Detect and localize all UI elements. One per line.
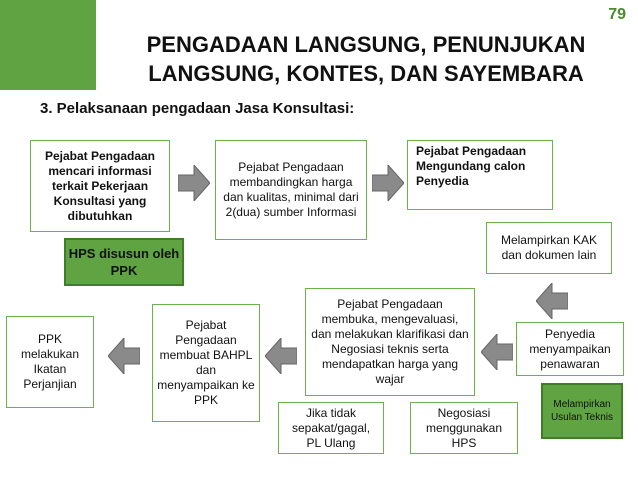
slide-title: [96, 30, 636, 88]
title-line-2: LANGSUNG, KONTES, DAN SAYEMBARA: [148, 61, 584, 86]
step-evaluate: [305, 288, 475, 396]
step-bahpl: [152, 304, 260, 422]
section-subtitle: 3. Pelaksanaan pengadaan Jasa Konsultasi:: [40, 100, 355, 117]
fail-note: [278, 402, 384, 454]
hps-note-text: HPS disusun oleh PPK: [68, 246, 180, 278]
step-compare-price-text: Pejabat Pengadaan membandingkan harga dan kualitas, minimal dari 2(dua) sumber Informasi: [223, 160, 359, 219]
arrow-left-icon: [536, 283, 568, 319]
negotiation-note: [410, 402, 518, 454]
attach-kak-note: [486, 222, 612, 274]
step-submit-offer-text: Penyedia menyampaikan penawaran: [529, 326, 611, 371]
fail-note-text: Jika tidak sepakat/gagal, PL Ulang: [291, 405, 371, 450]
step-submit-offer: [516, 322, 624, 376]
arrow-left-icon: [481, 334, 513, 370]
page-number: 79: [608, 6, 626, 23]
hps-note: [64, 238, 184, 286]
step-bahpl-text: Pejabat Pengadaan membuat BAHPL dan menyampaikan ke PPK: [157, 318, 255, 407]
arrow-left-icon: [265, 338, 297, 374]
step-search-info-text: Pejabat Pengadaan mencari informasi terkait Pekerjaan Konsultasi yang dibutuhkan: [44, 148, 156, 223]
attach-kak-note-text: Melampirkan KAK dan dokumen lain: [500, 233, 598, 262]
step-invite-provider: [407, 140, 553, 210]
title-line-1: PENGADAAN LANGSUNG, PENUNJUKAN: [146, 32, 586, 57]
step-invite-provider-text: Pejabat Pengadaan Mengundang calon Penyedia: [416, 144, 527, 188]
step-ppk-contract: [6, 316, 94, 408]
technical-proposal-note-text: Melampirkan Usulan Teknis: [550, 399, 614, 423]
step-search-info: [30, 140, 170, 232]
corner-decoration: [0, 0, 96, 90]
arrow-right-icon: [372, 165, 404, 201]
step-evaluate-text: Pejabat Pengadaan membuka, mengevaluasi, dan melakukan klarifikasi dan Negosiasi teknis serta mendapatkan harga yang wajar: [311, 297, 469, 386]
negotiation-note-text: Negosiasi menggunakan HPS: [425, 405, 503, 450]
arrow-left-icon: [108, 338, 140, 374]
technical-proposal-note: [541, 383, 623, 439]
step-compare-price: [215, 140, 367, 240]
step-ppk-contract-text: PPK melakukan Ikatan Perjanjian: [20, 332, 80, 391]
arrow-right-icon: [178, 165, 210, 201]
